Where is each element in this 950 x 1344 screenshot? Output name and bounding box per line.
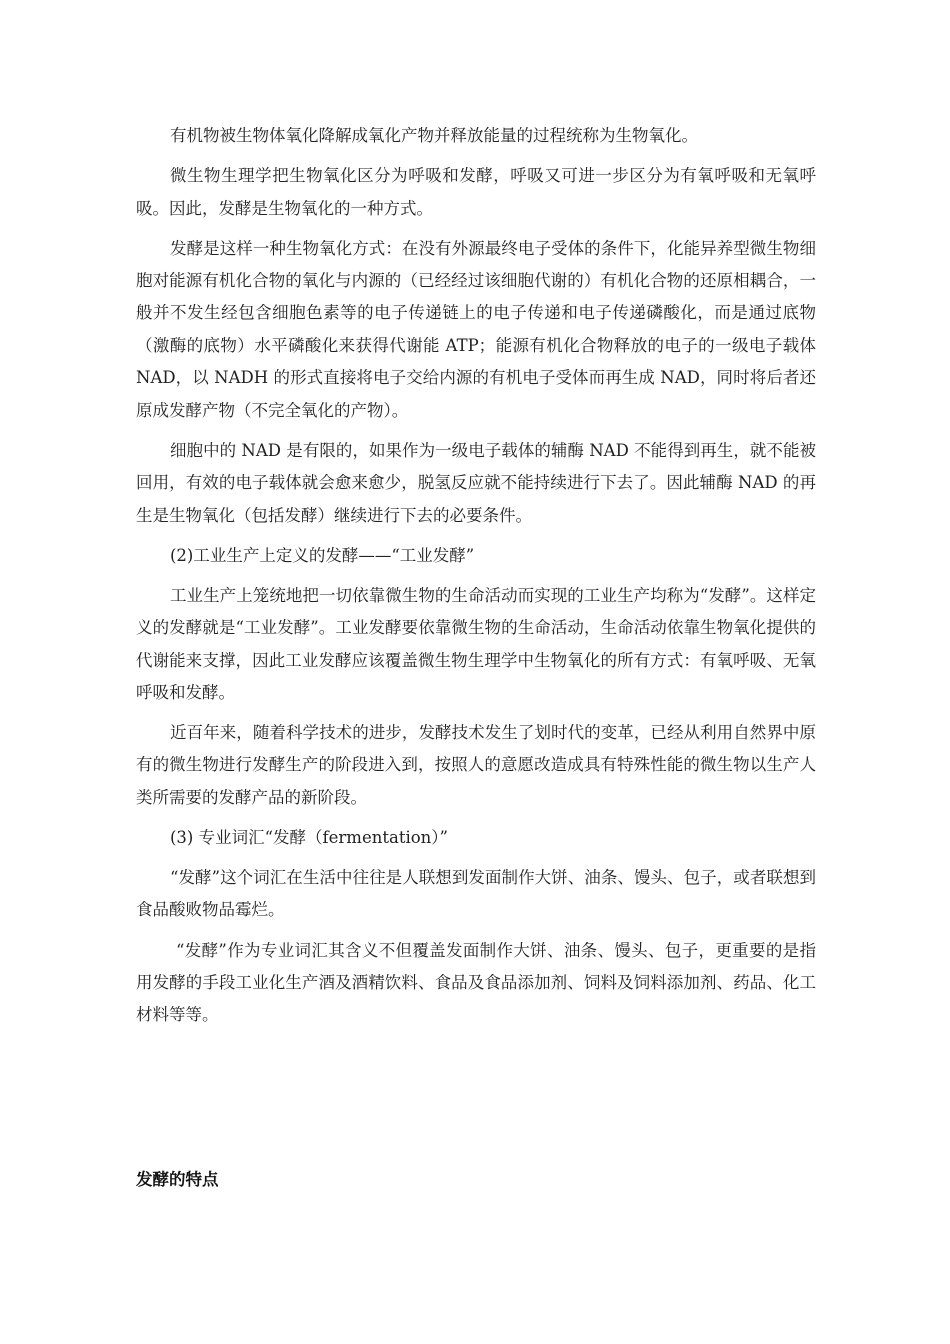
paragraph-biological-oxidation: 有机物被生物体氧化降解成氧化产物并释放能量的过程统称为生物氧化。 [170,126,698,145]
paragraph-everyday-meaning: “发酵”这个词汇在生活中往往是人联想到发面制作大饼、油条、馒头、包子，或者联想到食品酸败物品霉烂。 [136,868,816,920]
paragraph-industrial-fermentation: 工业生产上笼统地把一切依靠微生物的生命活动而实现的工业生产均称为“发酵”。这样定义的发酵就是“工业发酵”。工业发酵要依靠微生物的生命活动，生命活动依靠生物氧化提供的代谢能来支撑，因此工业发酵应该覆盖微生物生理学中生物氧化的所有方式：有氧呼吸、无氧呼吸和发酵。 [136,585,816,702]
paragraph-nad-regeneration: 细胞中的 NAD 是有限的，如果作为一级电子载体的辅酶 NAD 不能得到再生，就不能被回用，有效的电子载体就会愈来愈少，脱氢反应就不能持续进行下去了。因此辅酶 NAD 的再生是生物氧化（包括发酵）继续进行下去的必要条件。 [136,440,816,525]
subheading-term-fermentation: (3) 专业词汇“发酵（fermentation）” [170,827,448,847]
document-body [136,120,816,1039]
paragraph-fermentation-definition: 发酵是这样一种生物氧化方式：在没有外源最终电子受体的条件下，化能异养型微生物细胞对能源有机化合物的氧化与内源的（已经经过该细胞代谢的）有机化合物的还原相耦合，一般并不发生经包含细胞色素等的电子传递链上的电子传递和电子传递磷酸化，而是通过底物（激酶的底物）水平磷酸化来获得代谢能 ATP；能源有机化合物释放的电子的一级电子载体 NAD，以 NADH 的形式直接将电子交给内源的有机电子受体而再生成 NAD，同时将后者还原成发酵产物（不完全氧化的产物）。 [136,238,816,420]
paragraph-technology-progress: 近百年来，随着科学技术的进步，发酵技术发生了划时代的变革，已经从利用自然界中原有的微生物进行发酵生产的阶段进入到，按照人的意愿改造成具有特殊性能的微生物以生产人类所需要的发酵产品的新阶段。 [136,723,816,807]
paragraph-professional-meaning: “发酵”作为专业词汇其含义不但覆盖发面制作大饼、油条、馒头、包子，更重要的是指用发酵的手段工业化生产酒及酒精饮料、食品及食品添加剂、饲料及饲料添加剂、药品、化工材料等等。 [136,940,816,1025]
paragraph-respiration-fermentation: 微生物生理学把生物氧化区分为呼吸和发酵，呼吸又可进一步区分为有氧呼吸和无氧呼吸。因此，发酵是生物氧化的一种方式。 [136,166,816,218]
subheading-industrial-fermentation: (2)工业生产上定义的发酵——“工业发酵” [170,545,475,565]
section-title: 发酵的特点 [136,1170,219,1189]
